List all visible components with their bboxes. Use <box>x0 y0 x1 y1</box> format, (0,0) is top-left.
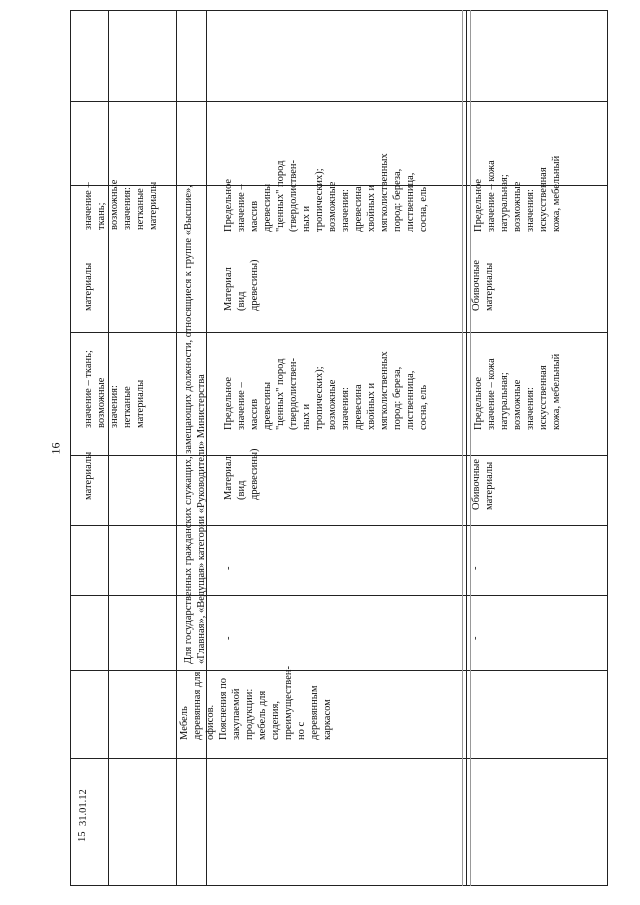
group-header-line: Для государственных гражданских служащих, замещающих должности, относящиеся к группе «Высшие», <box>183 185 194 664</box>
name-line: сидения, <box>270 701 281 740</box>
name-line: но с <box>296 721 307 740</box>
code: 31.01.12 <box>78 789 89 826</box>
group-header-line: «Главная», «Ведущая» категории «Руководители» Министерства <box>196 374 207 664</box>
name-line: закупаемой <box>231 688 242 740</box>
page-number: 16 <box>48 442 63 455</box>
name-line: офисов. <box>205 704 216 740</box>
name-line: мебель для <box>257 690 268 740</box>
name-line: деревянным <box>309 685 320 740</box>
characteristics-table <box>70 10 608 886</box>
name-line: деревянная для <box>192 671 203 740</box>
name-line: каркасом <box>322 699 333 740</box>
name-line: преимуществен- <box>283 666 294 740</box>
name-line: продукции: <box>244 688 255 740</box>
row-number: 15 <box>77 831 88 842</box>
name-line: Пояснения по <box>218 678 229 740</box>
name-line: Мебель <box>179 706 190 740</box>
